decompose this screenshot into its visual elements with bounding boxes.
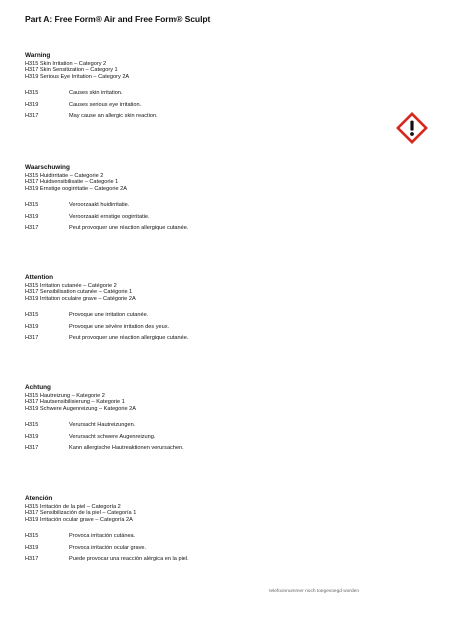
hazard-code: H319 xyxy=(25,101,39,108)
hazard-statement xyxy=(25,545,405,551)
hazard-classification: H319 Ernstige oogirritatie – Categorie 2A xyxy=(25,185,127,192)
hazard-classification: H317 Sensibilización de la piel – Categoría 1 xyxy=(25,510,137,517)
document-title: Part A: Free Form® Air and Free Form® Sculpt xyxy=(25,14,211,24)
hazard-classification: H315 Irritación de la piel – Categoría 2 xyxy=(25,504,121,510)
hazard-classification: H319 Schwere Augenreizung – Kategorie 2A xyxy=(25,405,137,412)
hazard-statement xyxy=(25,214,405,220)
hazard-code: H317 xyxy=(25,556,39,563)
hazard-code: H315 xyxy=(25,422,39,429)
hazard-classification: H315 Irritation cutanée – Catégorie 2 xyxy=(25,283,117,289)
hazard-code: H319 xyxy=(25,544,39,551)
hazard-classification: H317 Huidsensibilisatie – Categorie 1 xyxy=(25,179,119,186)
hazard-statement xyxy=(25,556,405,562)
hazard-statement xyxy=(25,434,405,440)
hazard-text: Verursacht Hautreizungen. xyxy=(69,422,136,429)
hazard-statement xyxy=(25,312,405,318)
hazard-text: Veroorzaakt ernstige oogirritatie. xyxy=(69,213,150,220)
hazard-text: Puede provocar una reacción alérgica en la piel. xyxy=(69,556,189,563)
signal-word: Warning xyxy=(25,52,51,59)
hazard-code: H319 xyxy=(25,433,39,440)
hazard-code: H319 xyxy=(25,213,39,220)
exclamation-bar xyxy=(410,121,413,131)
hazard-code: H315 xyxy=(25,533,39,540)
hazard-classification: H315 Skin Irritation – Category 2 xyxy=(25,61,107,67)
hazard-statement xyxy=(25,422,405,428)
hazard-text: May cause an allergic skin reaction. xyxy=(69,113,158,120)
footer-note: telefoonnummer noch toegevoegd worden xyxy=(269,589,359,594)
signal-word: Attention xyxy=(25,274,54,281)
hazard-text: Verursacht schwere Augenreizung. xyxy=(69,433,156,440)
hazard-statement xyxy=(25,90,405,96)
hazard-statement xyxy=(25,225,405,231)
hazard-statement xyxy=(25,202,405,208)
hazard-classification: H315 Hautreizung – Kategorie 2 xyxy=(25,393,105,399)
hazard-classification: H319 Irritation oculaire grave – Catégorie 2A xyxy=(25,295,136,302)
hazard-code: H315 xyxy=(25,90,39,97)
hazard-classification: H317 Sensibilisation cutanée – Catégorie 1 xyxy=(25,289,133,296)
hazard-text: Kann allergische Hautreaktionen verursachen. xyxy=(69,445,184,452)
hazard-classification: H319 Serious Eye Irritation – Category 2A xyxy=(25,73,130,80)
hazard-section-french xyxy=(25,274,405,347)
hazard-text: Causes serious eye irritation. xyxy=(69,101,142,108)
hazard-section-english xyxy=(25,52,405,125)
hazard-code: H315 xyxy=(25,312,39,319)
hazard-text: Veroorzaakt huidirritatie. xyxy=(69,202,130,209)
hazard-classification: H317 Hautsensibilisierung – Kategorie 1 xyxy=(25,399,125,406)
hazard-code: H317 xyxy=(25,113,39,120)
hazard-text: Peut provoquer une réaction allergique cutanée. xyxy=(69,335,189,342)
hazard-code: H317 xyxy=(25,225,39,232)
hazard-statement xyxy=(25,445,405,451)
hazard-text: Provoca irritación ocular grave. xyxy=(69,544,147,551)
hazard-code: H315 xyxy=(25,202,39,209)
hazard-code: H317 xyxy=(25,335,39,342)
hazard-section-spanish xyxy=(25,495,405,568)
hazard-section-dutch xyxy=(25,164,405,237)
signal-word: Achtung xyxy=(25,384,51,391)
signal-word: Atención xyxy=(25,495,53,502)
hazard-classification: H317 Skin Sensitization – Category 1 xyxy=(25,67,118,74)
hazard-classification: H315 Huidirritatie – Categorie 2 xyxy=(25,173,104,179)
hazard-text: Peut provoquer une réaction allergique cutanée. xyxy=(69,225,189,232)
signal-word: Waarschuwing xyxy=(25,164,70,171)
hazard-text: Causes skin irritation. xyxy=(69,90,123,97)
hazard-text: Provoca irritación cutánea. xyxy=(69,533,136,540)
hazard-section-german xyxy=(25,384,405,457)
hazard-classification: H319 Irritación ocular grave – Categoría 2A xyxy=(25,516,133,523)
hazard-text: Provoque une irritation cutanée. xyxy=(69,312,149,319)
exclamation-dot xyxy=(410,132,414,136)
hazard-code: H319 xyxy=(25,323,39,330)
hazard-statement xyxy=(25,102,405,108)
hazard-code: H317 xyxy=(25,445,39,452)
hazard-statement xyxy=(25,324,405,330)
hazard-statement xyxy=(25,335,405,341)
hazard-statement xyxy=(25,533,405,539)
hazard-statement xyxy=(25,113,405,119)
hazard-text: Provoque une sévère irritation des yeux. xyxy=(69,323,170,330)
